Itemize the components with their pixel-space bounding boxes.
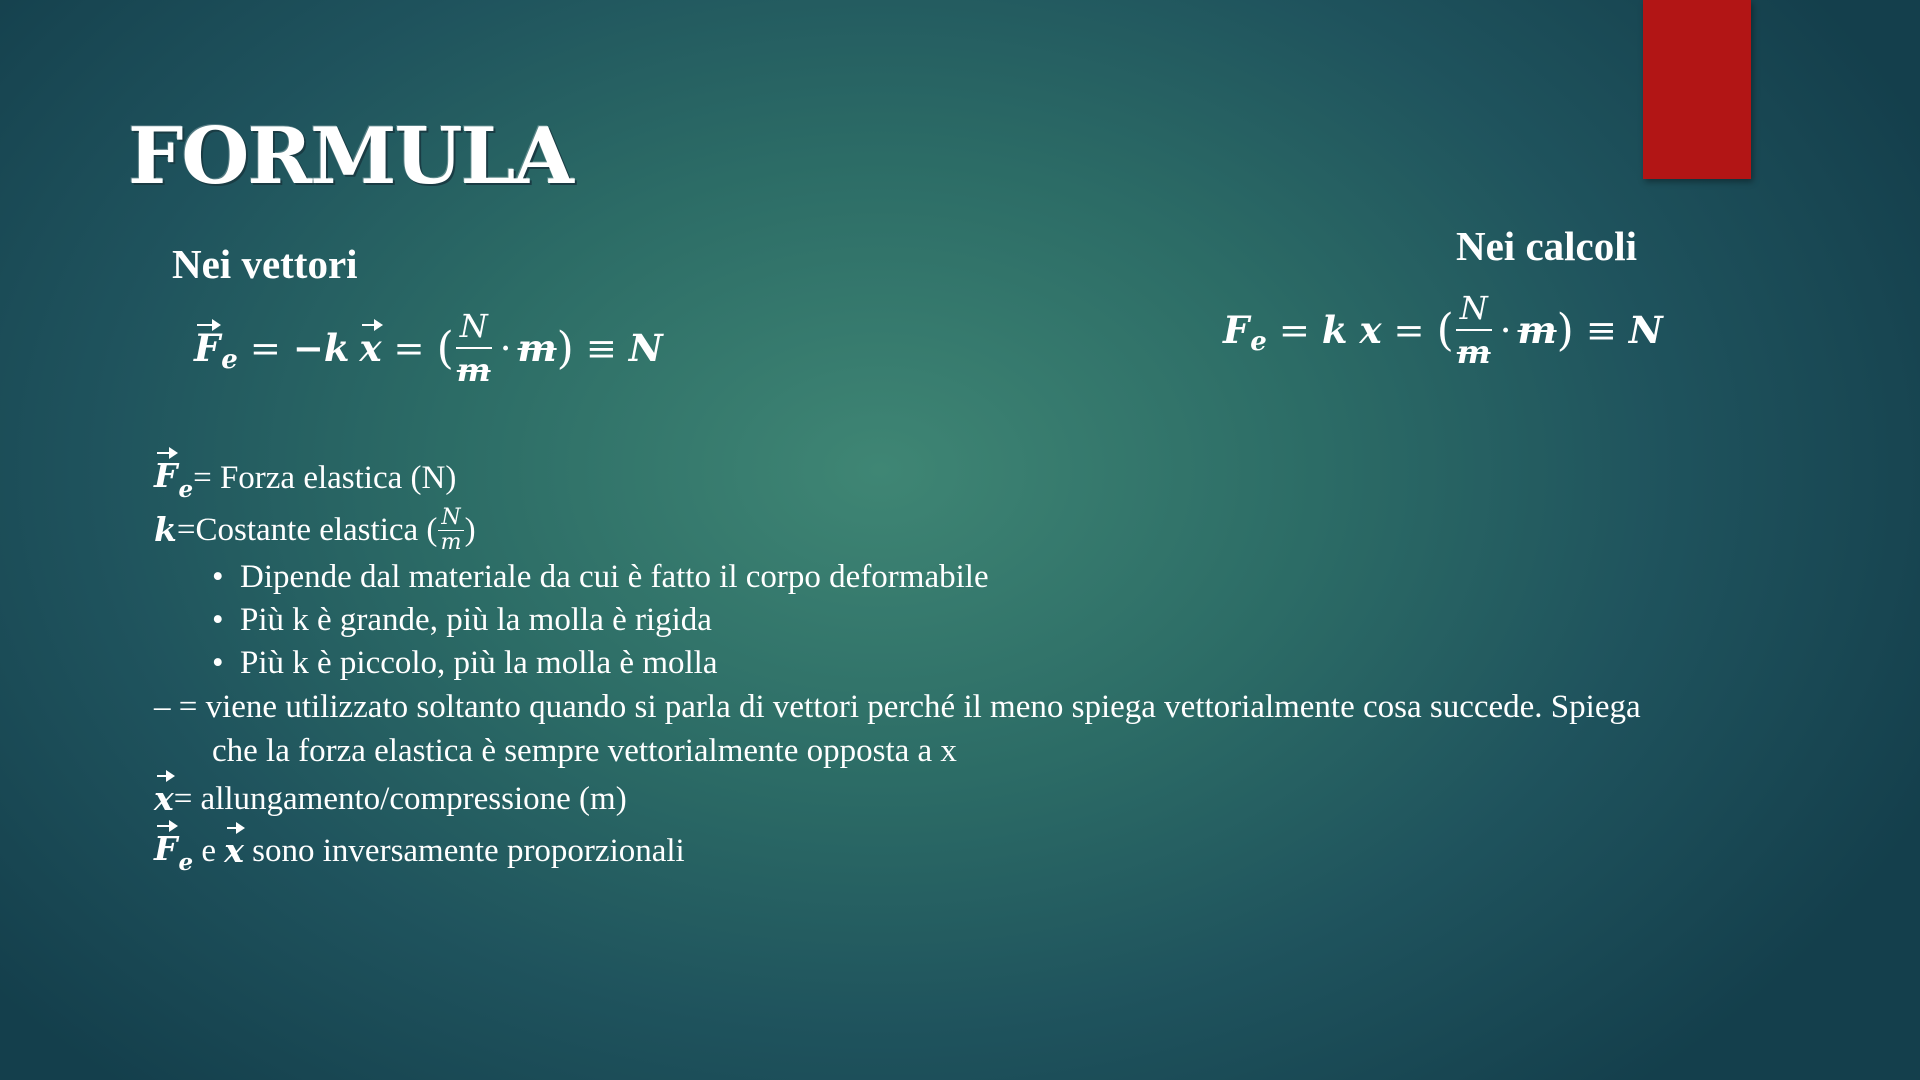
- heading-vectors: Nei vettori: [172, 241, 358, 287]
- minus-k: −k: [292, 326, 350, 370]
- equals-sign: =: [249, 326, 281, 370]
- meter-cancelled: m: [1517, 308, 1557, 352]
- definition-constant: [154, 504, 1794, 556]
- definition-relation: [154, 825, 1794, 877]
- equivalence-sign: ≡: [1585, 308, 1617, 352]
- fraction-numerator: N: [1456, 289, 1492, 331]
- multiply-dot: ·: [499, 326, 512, 370]
- force-definition-text: = Forza elastica (N): [193, 460, 457, 496]
- equals-sign: =: [1278, 308, 1310, 352]
- fraction-denominator: m: [456, 351, 491, 389]
- paren-open: (: [1436, 304, 1454, 356]
- fraction-denominator: m: [1456, 333, 1491, 371]
- constant-bullet-list: [154, 556, 1794, 685]
- unit-fraction: [456, 307, 492, 389]
- equivalence-sign: ≡: [585, 326, 617, 370]
- fraction-numerator: N: [456, 307, 492, 349]
- displacement-definition-text: = allungamento/compressione (m): [173, 781, 627, 817]
- meter-cancelled: m: [517, 326, 557, 370]
- k-symbol: k: [1321, 308, 1348, 352]
- force-subscript: e: [1250, 327, 1267, 357]
- formula-vectors: [194, 302, 663, 394]
- displacement-vector-symbol: x: [359, 326, 382, 370]
- paren-close: ): [556, 322, 574, 374]
- relation-connector: e: [193, 833, 225, 869]
- slide-title: FORMULA: [128, 111, 572, 202]
- definition-minus-sign: [154, 685, 1794, 773]
- list-item: • Dipende dal materiale da cui è fatto il corpo deformabile: [212, 559, 989, 595]
- force-subscript: e: [221, 345, 238, 375]
- force-vector-symbol: F: [194, 326, 221, 370]
- multiply-dot: ·: [1499, 308, 1512, 352]
- k-symbol: k: [154, 510, 177, 549]
- force-symbol: $F_e$: [154, 456, 194, 503]
- newton-unit: N: [628, 326, 663, 370]
- force-symbol: $F_e$: [154, 829, 194, 876]
- paren-close: ): [1556, 304, 1574, 356]
- definition-displacement: [154, 773, 1794, 825]
- newton-unit: N: [1628, 308, 1663, 352]
- list-item: • Più k è grande, più la molla è rigida: [212, 602, 712, 638]
- force-symbol: F: [1223, 308, 1250, 352]
- equals-sign-2: =: [1393, 308, 1425, 352]
- constant-unit-fraction: $\frac{N}{m}$: [438, 506, 463, 555]
- definitions-list: [154, 452, 1794, 877]
- definition-force: [154, 452, 1794, 504]
- displacement-symbol: x: [154, 777, 174, 821]
- constant-close-paren: ): [464, 512, 476, 548]
- heading-calculations: Nei calcoli: [1456, 223, 1638, 269]
- displacement-symbol: x: [224, 829, 244, 873]
- x-symbol: x: [1359, 308, 1382, 352]
- equals-sign-2: =: [393, 326, 425, 370]
- red-accent-bar: [1643, 0, 1751, 179]
- paren-open: (: [436, 322, 454, 374]
- list-item: • Più k è piccolo, più la molla è molla: [212, 645, 718, 681]
- unit-fraction: [1456, 289, 1492, 371]
- relation-text: sono inversamente proporzionali: [243, 833, 685, 869]
- constant-definition-text: =Costante elastica (: [176, 512, 438, 548]
- formula-calculations: [1223, 284, 1663, 376]
- minus-explanation-line-2: che la forza elastica è sempre vettorialmente opposta a x: [212, 733, 957, 769]
- minus-explanation-line-1: – = viene utilizzato soltanto quando si parla di vettori perché il meno spiega vettorialmente cosa succede. Spiega: [154, 689, 1641, 725]
